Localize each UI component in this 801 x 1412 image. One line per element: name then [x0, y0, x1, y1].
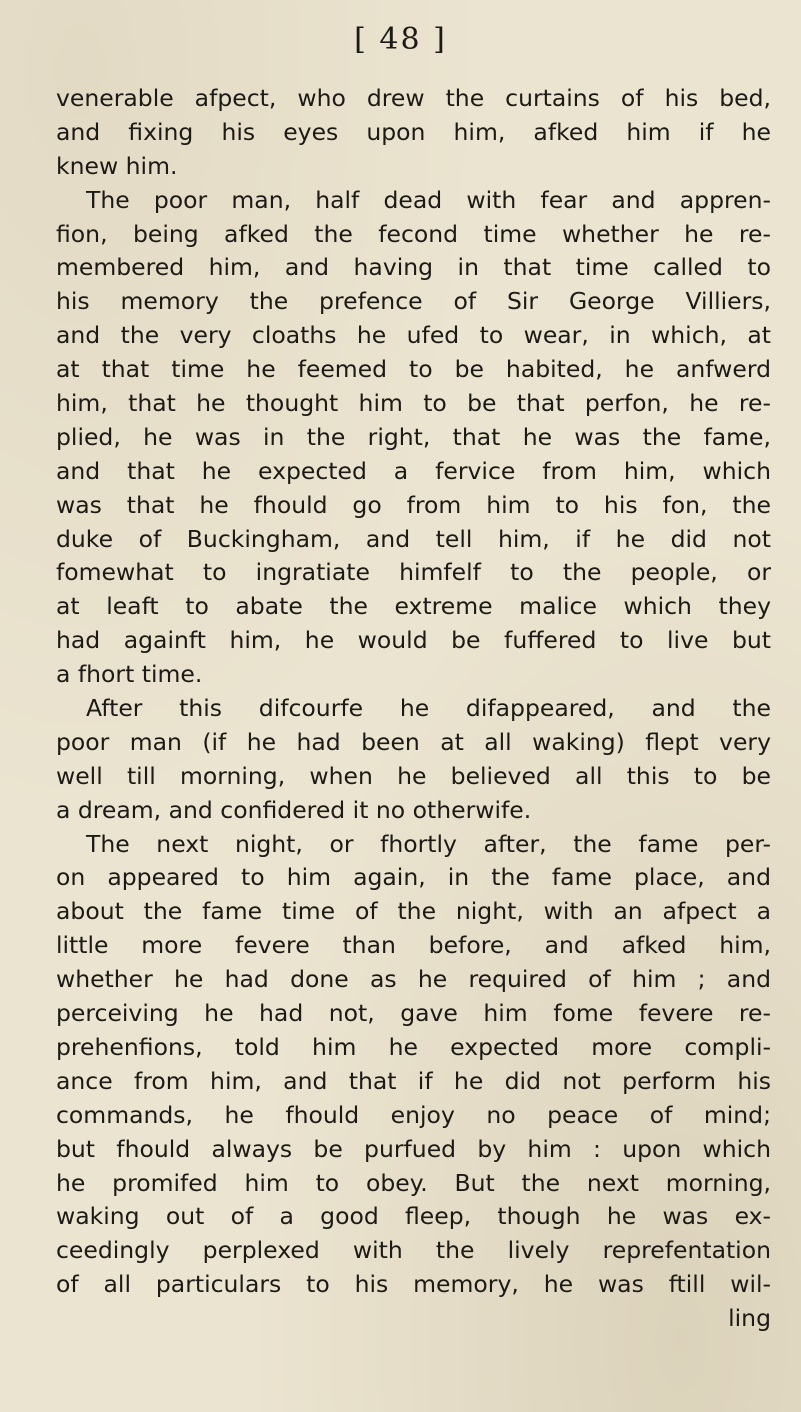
catchword: ling	[728, 1304, 771, 1333]
text-line: about the fame time of the night, with an afpect a	[56, 897, 771, 926]
text-line: and the very cloaths he ufed to wear, in which, at	[56, 321, 771, 350]
text-line: him, that he thought him to be that perfon, he re-	[56, 389, 771, 418]
text-line: whether he had done as he required of him ; and	[56, 965, 771, 994]
text-line: After this difcourfe he difappeared, and the	[86, 694, 771, 723]
text-line: and fixing his eyes upon him, afked him if he	[56, 117, 771, 146]
text-line: his memory the prefence of Sir George Villiers,	[56, 287, 771, 316]
text-line: The poor man, half dead with fear and appren-	[86, 185, 771, 214]
text-line: at that time he feemed to be habited, he anfwerd	[56, 355, 771, 384]
text-line: ceedingly perplexed with the lively reprefentation	[56, 1236, 771, 1265]
text-line: of all particulars to his memory, he was ftill wil-	[56, 1270, 771, 1299]
text-line: a fhort time.	[56, 660, 203, 689]
text-line: venerable afpect, who drew the curtains of his bed,	[56, 84, 771, 112]
text-line: knew him.	[56, 151, 178, 180]
text-line: waking out of a good fleep, though he was ex-	[56, 1202, 771, 1231]
text-line: on appeared to him again, in the fame place, and	[56, 863, 771, 892]
text-line: commands, he fhould enjoy no peace of mind;	[56, 1100, 771, 1129]
text-line: duke of Buckingham, and tell him, if he did not	[56, 524, 771, 553]
text-line: plied, he was in the right, that he was the fame,	[56, 422, 771, 451]
text-line: poor man (if he had been at all waking) flept very	[56, 727, 771, 756]
text-line: was that he fhould go from him to his fon, the	[56, 490, 771, 519]
text-line: perceiving he had not, gave him fome fevere re-	[56, 999, 771, 1028]
text-line: at leaft to abate the extreme malice which they	[56, 592, 771, 621]
text-line: had againft him, he would be fuffered to live but	[56, 626, 771, 655]
text-line: fion, being afked the fecond time whether he re-	[56, 219, 771, 248]
text-line: and that he expected a fervice from him, which	[56, 456, 771, 485]
text-line: a dream, and confidered it no otherwife.	[56, 795, 532, 824]
text-line: well till morning, when he believed all this to be	[56, 761, 771, 790]
text-line: membered him, and having in that time called to	[56, 253, 771, 282]
text-line: he promifed him to obey. But the next morning,	[56, 1168, 771, 1197]
text-line: fomewhat to ingratiate himfelf to the people, or	[56, 558, 771, 587]
text-line: ance from him, and that if he did not perform his	[56, 1066, 771, 1095]
text-line: little more fevere than before, and afked him,	[56, 931, 771, 960]
text-line: The next night, or fhortly after, the fame per-	[86, 829, 771, 858]
text-line: but fhould always be purfued by him : upon which	[56, 1134, 771, 1163]
text-line: prehenfions, told him he expected more compli-	[56, 1032, 771, 1061]
body-text	[56, 82, 771, 1336]
page-number: [ 48 ]	[354, 22, 447, 57]
